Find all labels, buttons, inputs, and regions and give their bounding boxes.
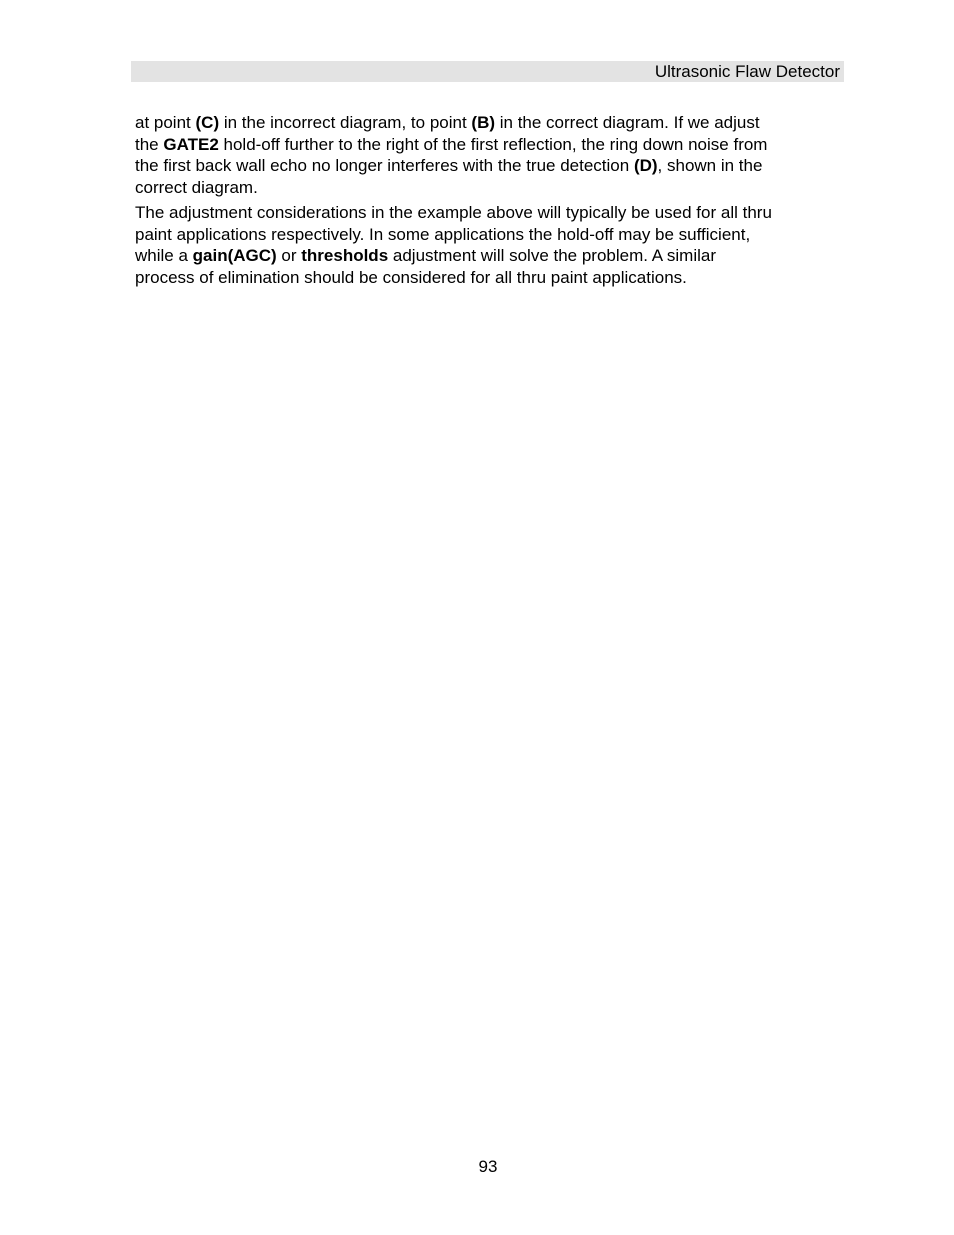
paragraph-1-line-4 (135, 177, 847, 199)
text-run: paint applications respectively. In some applications the hold-off may be sufficient, (135, 224, 751, 244)
point-c-label: (C) (195, 113, 220, 132)
gain-agc-label: gain(AGC) (192, 246, 277, 265)
paragraph-2-line-1 (135, 202, 847, 224)
paragraph-2-line-3 (135, 245, 847, 267)
text-run: , shown in the (657, 156, 763, 175)
paragraph-1-line-1 (135, 112, 847, 134)
text-run: in the correct diagram. If we adjust (495, 113, 760, 132)
paragraph-1 (135, 112, 847, 198)
point-d-label: (D) (633, 156, 658, 175)
page-number: 93 (478, 1157, 498, 1176)
body-text (135, 112, 847, 292)
text-run: The adjustment considerations in the example above will typically be used for all thru (135, 203, 772, 222)
text-run: the first back wall echo no longer interferes with the true detection (135, 156, 634, 175)
running-header (131, 61, 844, 82)
text-run: correct diagram. (135, 177, 258, 197)
text-run: hold-off further to the right of the first reflection, the ring down noise from (218, 134, 768, 154)
paragraph-2-line-4 (135, 267, 847, 289)
text-run: the (135, 134, 164, 154)
header-title: Ultrasonic Flaw Detector (654, 62, 840, 81)
gate2-label: GATE2 (163, 134, 219, 154)
text-run: while a (135, 246, 193, 265)
paragraph-2 (135, 202, 847, 288)
paragraph-2-line-2 (135, 224, 847, 246)
text-run: adjustment will solve the problem. A similar (388, 246, 717, 265)
text-run: in the incorrect diagram, to point (219, 113, 472, 132)
paragraph-1-line-3 (135, 155, 847, 177)
text-run: process of elimination should be considered for all thru paint applications. (135, 267, 687, 287)
point-b-label: (B) (471, 113, 496, 132)
text-run: at point (135, 113, 196, 132)
text-run: or (276, 246, 302, 265)
paragraph-1-line-2 (135, 134, 847, 156)
thresholds-label: thresholds (301, 246, 389, 265)
